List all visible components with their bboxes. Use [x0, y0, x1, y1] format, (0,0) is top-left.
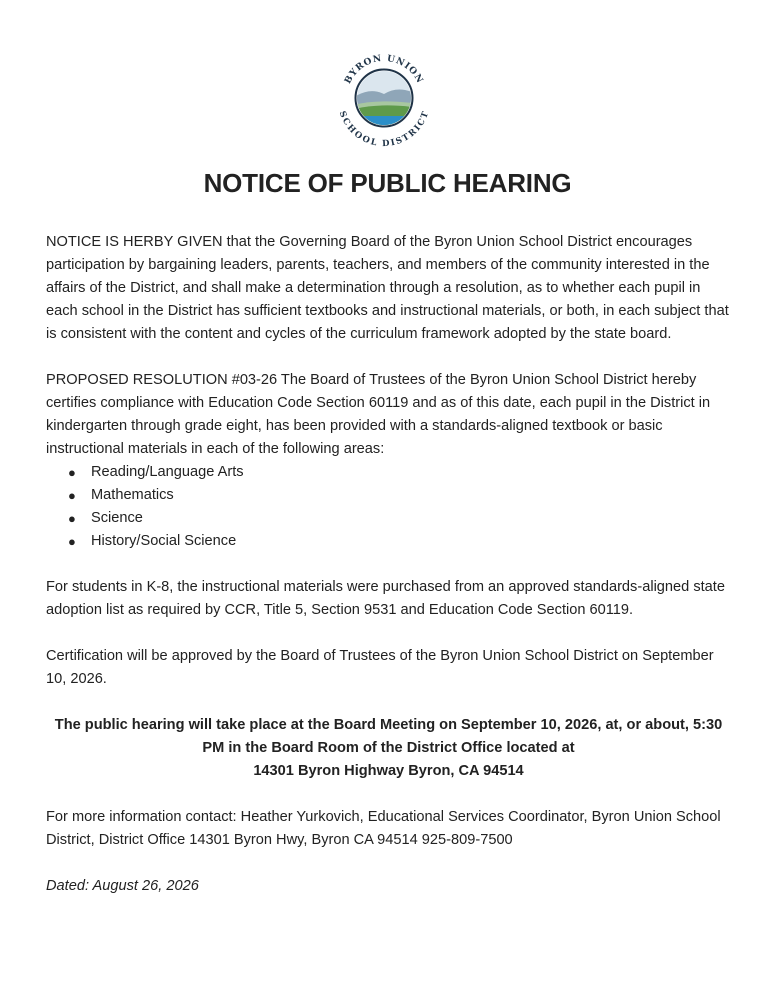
logo-top-text: BYRON UNION [343, 53, 425, 86]
hearing-line-2: PM in the Board Room of the District Office located at [202, 740, 575, 756]
list-item: ● Reading/Language Arts [46, 461, 731, 484]
logo-bottom-text: SCHOOL DISTRICT [337, 109, 431, 149]
district-logo [330, 44, 438, 152]
students-paragraph: For students in K-8, the instructional materials were purchased from an approved standards-aligned state adoption list as required by CCR, Title 5, Section 9531 and Education Code Section 60119. [46, 579, 725, 618]
list-item: ● Science [46, 507, 731, 530]
district-seal-icon [330, 44, 438, 152]
subject-list [46, 461, 731, 553]
resolution-paragraph: PROPOSED RESOLUTION #03-26 The Board of Trustees of the Byron Union School District hereby certifies compliance with Education Code Section 60119 and as of this date, each pupil in the District in kindergarten through grade eight, has been provided with a standards-aligned textbook or basic instructional materials in each of the following areas: [46, 372, 711, 457]
hearing-address: 14301 Byron Highway Byron, CA 94514 [253, 763, 524, 779]
bullet-icon: ● [68, 534, 76, 549]
list-item: ● History/Social Science [46, 530, 731, 553]
dated-line: Dated: August 26, 2026 [46, 878, 199, 894]
notice-paragraph: NOTICE IS HERBY GIVEN that the Governing Board of the Byron Union School District encourages participation by bargaining leaders, parents, teachers, and members of the community interested in the affairs of the District, and shall make a determination through a resolution, as to whether each pupil in each school in the District has sufficient textbooks and instructional materials, or both, in each subject that is consistent with the content and cycles of the curriculum framework adopted by the state board. [46, 234, 729, 342]
list-item: ● Mathematics [46, 484, 731, 507]
bullet-icon: ● [68, 511, 76, 526]
notice-body [46, 231, 731, 898]
contact-paragraph: For more information contact: Heather Yurkovich, Educational Services Coordinator, Byron Union School District, District Office 14301 Byron Hwy, Byron CA 94514 925-809-7500 [46, 809, 721, 848]
certification-paragraph: Certification will be approved by the Board of Trustees of the Byron Union School District on September 10, 2026. [46, 648, 714, 687]
page-title: NOTICE OF PUBLIC HEARING [203, 168, 572, 198]
bullet-icon: ● [68, 465, 76, 480]
bullet-icon: ● [68, 488, 76, 503]
hearing-line-1: The public hearing will take place at the Board Meeting on September 10, 2026, at, or about, 5:30 [54, 717, 723, 733]
